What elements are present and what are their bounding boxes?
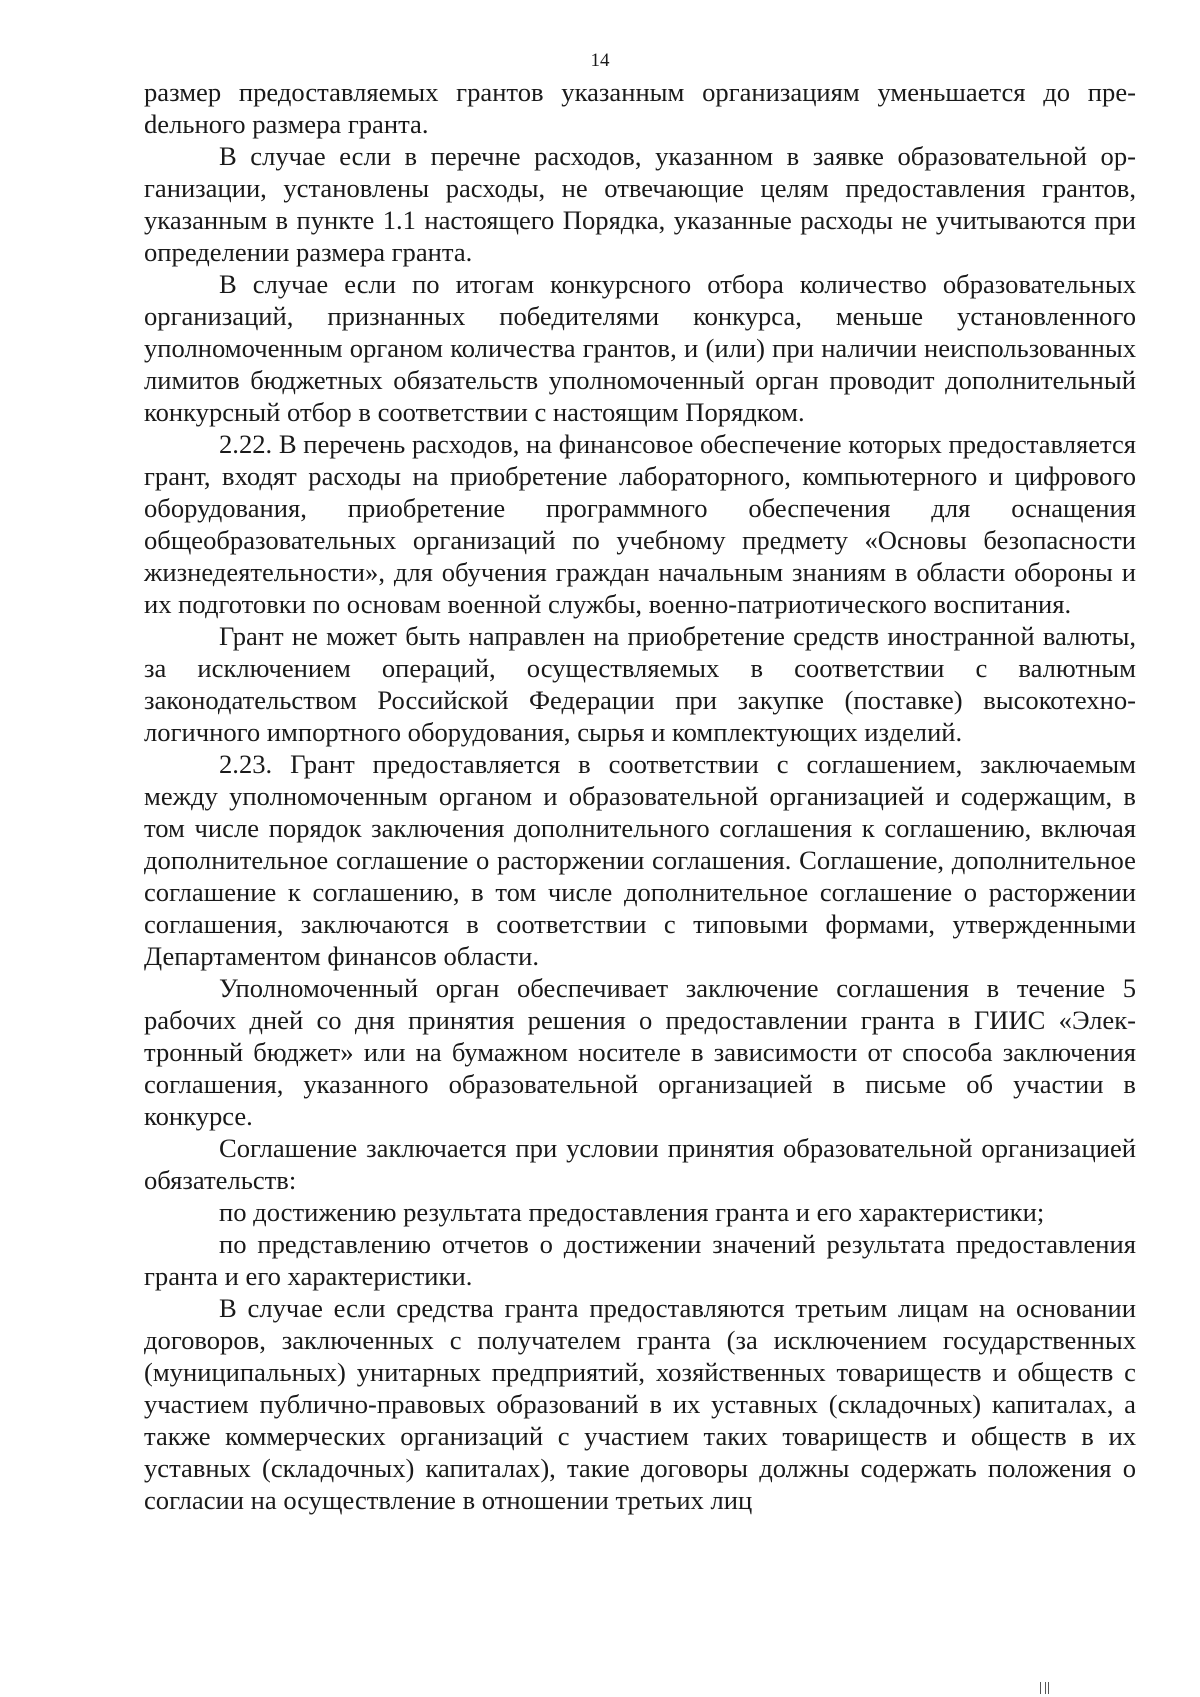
paragraph: В случае если по итогам конкурсного отбора количество образовательных организаций, признанных победителями конкурса, меньше установленного уполномоченным органом количества грантов, и (или) при наличии неиспользованных лимитов бюджетных обязательств уполномоченный орган проводит дополнительный конкурсный отбор в соответствии с настоящим Порядком.	[144, 269, 1136, 427]
page-number: 14	[590, 50, 610, 71]
paragraph: 2.23. Грант предоставляется в соответствии с соглашением, заключаемым между уполномоченным органом и образовательной организацией и содержащим, в том числе порядок заключения дополнительного соглашения к соглашению, включая дополнительное соглашение о расторжении соглашения. Соглашение, дополнительное соглашение к соглашению, в том числе дополнительное соглашение о расторжении соглашения, заключаются в соответствии с типовыми формами, утвержденными Департаментом финансов области.	[144, 749, 1136, 971]
paragraph: Соглашение заключается при условии принятия образовательной организацией обязательств:	[144, 1133, 1136, 1195]
scan-edge-marks	[1040, 1682, 1052, 1694]
body-text	[144, 76, 1136, 1516]
paragraph: 2.22. В перечень расходов, на финансовое обеспечение которых предоставляется грант, входят расходы на приобретение лабораторного, компьютерного и цифрового оборудования, приобретение программного обеспечения для оснащения общеобразовательных организаций по учебному предмету «Основы безопасности жизнедеятельности», для обучения граждан начальным знаниям в области обороны и их подготовки по основам военной службы, военно-патриотического воспитания.	[144, 429, 1136, 619]
paragraph: В случае если в перечне расходов, указанном в заявке образовательной организации, установлены расходы, не отвечающие целям предоставления грантов, указанным в пункте 1.1 настоящего Порядка, указанные расходы не учитываются при определении размера гранта.	[144, 141, 1136, 267]
paragraph: по представлению отчетов о достижении значений результата предоставления гранта и его характеристики.	[144, 1229, 1136, 1291]
paragraph: размер предоставляемых грантов указанным организациям уменьшается до преdельного размера гранта.	[144, 77, 1136, 139]
paragraph: Грант не может быть направлен на приобретение средств иностранной валюты, за исключением операций, осуществляемых в соответствии с валютным законодательством Российской Федерации при закупке (поставке) высокотехнологичного импортного оборудования, сырья и комплектующих изделий.	[144, 621, 1136, 747]
paragraph: по достижению результата предоставления гранта и его характеристики;	[219, 1197, 1045, 1227]
paragraph: В случае если средства гранта предоставляются третьим лицам на основании договоров, заключенных с получателем гранта (за исключением государственных (муниципальных) унитарных предприятий, хозяйственных товариществ и обществ с участием публично-правовых образований в их уставных (складочных) капиталах, а также коммерческих организаций с участием таких товариществ и обществ в их уставных (складочных) капиталах), такие договоры должны содержать положения о согласии на осуществление в отношении третьих лиц	[144, 1293, 1136, 1515]
paragraph: Уполномоченный орган обеспечивает заключение соглашения в течение 5 рабочих дней со дня принятия решения о предоставлении гранта в ГИИС «Электронный бюджет» или на бумажном носителе в зависимости от способа заключения соглашения, указанного образовательной организацией в письме об участии в конкурсе.	[144, 973, 1136, 1131]
